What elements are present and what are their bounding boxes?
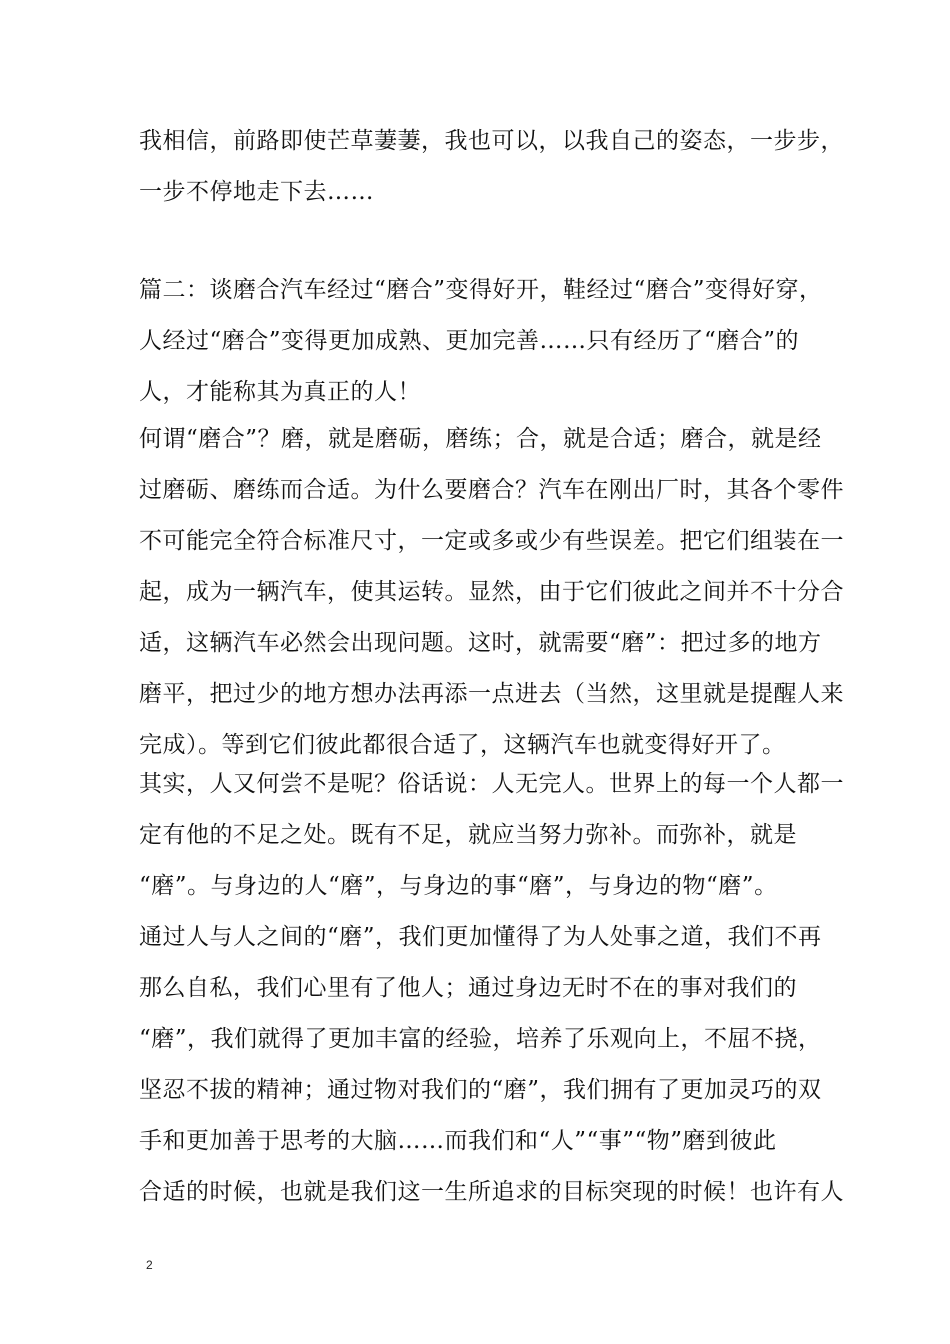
text-line: 篇二：谈磨合汽车经过“磨合”变得好开，鞋经过“磨合”变得好穿，	[139, 277, 823, 303]
text-line: 一步不停地走下去……	[139, 179, 374, 205]
text-line: 定有他的不足之处。既有不足，就应当努力弥补。而弥补，就是	[139, 822, 797, 848]
text-line: 那么自私，我们心里有了他人；通过身边无时不在的事对我们的	[139, 975, 797, 1001]
text-line: “磨”。与身边的人“磨”，与身边的事“磨”，与身边的物“磨”。	[139, 873, 778, 899]
text-line: 适，这辆汽车必然会出现问题。这时，就需要“磨”：把过多的地方	[139, 630, 822, 656]
body-paragraph-2	[139, 759, 844, 1218]
text-line: 起，成为一辆汽车，使其运转。显然，由于它们彼此之间并不十分合	[139, 579, 844, 605]
text-line: 其实，人又何尝不是呢？俗话说：人无完人。世界上的每一个人都一	[139, 771, 844, 797]
text-line: 我相信，前路即使芒草萋萋，我也可以，以我自己的姿态，一步步，	[139, 128, 844, 154]
text-line: 何谓“磨合”？磨，就是磨砺，磨练；合，就是合适；磨合，就是经	[139, 426, 822, 452]
text-line: 手和更加善于思考的大脑……而我们和“人”“事”“物”磨到彼此	[139, 1128, 777, 1154]
text-line: 人，才能称其为真正的人！	[139, 379, 421, 405]
text-line: 完成）。等到它们彼此都很合适了，这辆汽车也就变得好开了。	[139, 732, 786, 758]
text-line: 过磨砺、磨练而合适。为什么要磨合？汽车在刚出厂时，其各个零件	[139, 477, 844, 503]
body-paragraph-1	[139, 414, 844, 771]
intro-paragraph	[139, 116, 844, 218]
text-line: 不可能完全符合标准尺寸，一定或多或少有些误差。把它们组装在一	[139, 528, 844, 554]
page-number: 2	[146, 1258, 153, 1272]
text-line: 通过人与人之间的“磨”，我们更加懂得了为人处事之道，我们不再	[139, 924, 822, 950]
section-heading-paragraph	[139, 265, 829, 418]
text-line: 磨平，把过少的地方想办法再添一点进去（当然，这里就是提醒人来	[139, 681, 844, 707]
text-line: 人经过“磨合”变得更加成熟、更加完善……只有经历了“磨合”的	[139, 328, 800, 354]
text-line: “磨”，我们就得了更加丰富的经验，培养了乐观向上，不屈不挠，	[139, 1026, 822, 1052]
text-line: 坚忍不拔的精神；通过物对我们的“磨”，我们拥有了更加灵巧的双	[139, 1077, 822, 1103]
text-line: 合适的时候，也就是我们这一生所追求的目标突现的时候！也许有人	[139, 1179, 844, 1205]
